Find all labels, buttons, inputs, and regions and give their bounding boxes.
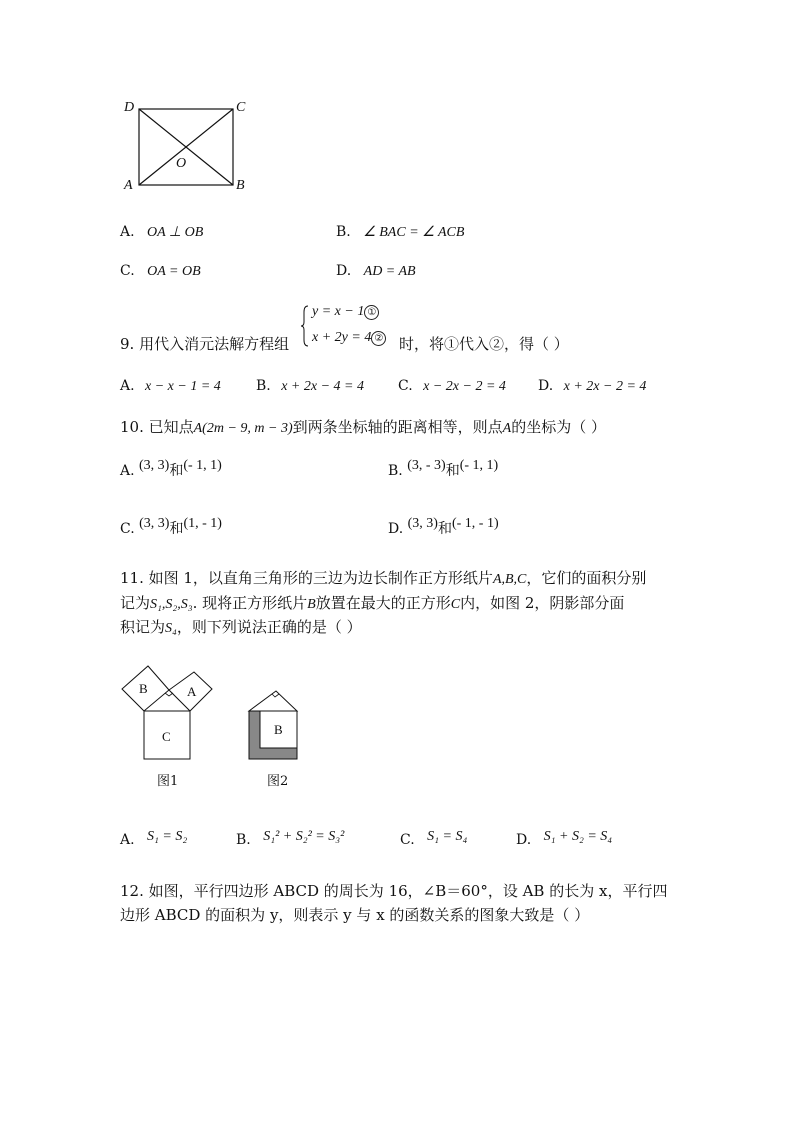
option-letter: C. [120,263,135,279]
option-letter: B. [256,378,271,394]
option-letter: A. [120,832,135,848]
q9-suffix: 时，将①代入②，得（ ） [399,335,569,353]
q9-equation-2: x + 2y = 4 ② [312,330,386,346]
option-expression: x + 2x − 2 = 4 [563,379,647,394]
option-expression: OA ⊥ OB [147,225,204,240]
option-letter: C. [400,832,415,848]
figure-1-squares [118,662,222,764]
brace-icon [300,304,310,348]
q9-option-a[interactable] [120,378,221,395]
option-expression: x − x − 1 = 4 [145,379,221,394]
option-expression: S₁ = S₂ [147,829,188,844]
option-expression: OA = OB [147,264,201,279]
q8-option-b[interactable] [336,224,464,241]
fig2-label-b: B [274,722,283,737]
option-expression: S₁ = S₄ [427,829,468,844]
q11-line-1: 11. 如图 1，以直角三角形的三边为边长制作正方形纸片A,B,C，它们的面积分别 [120,569,647,587]
q9-option-d[interactable] [538,378,646,395]
option-expression: S₁ + S₂ = S₄ [543,829,613,844]
q10-option-b[interactable]: B. (3, - 3)和(- 1, 1) [388,458,499,479]
q9-option-b[interactable] [256,378,364,395]
fig1-label-b: B [139,681,148,696]
q8-option-d[interactable] [336,263,416,280]
option-expression: x − 2x − 2 = 4 [423,379,506,394]
option-letter: D. [388,521,404,537]
q11-line-3: 积记为S₄，则下列说法正确的是（ ） [120,618,362,636]
q10-option-a[interactable]: A. (3, 3)和(- 1, 1) [120,458,222,479]
option-letter: D. [516,832,532,848]
vertex-label-a: A [124,178,133,193]
vertex-label-c: C [236,100,246,115]
rectangle-diagonals-figure [115,95,255,200]
q10-option-d[interactable]: D. (3, 3)和(- 1, - 1) [388,516,499,537]
circled-two: ② [371,331,386,346]
q8-option-a[interactable] [120,224,203,241]
q9-option-c[interactable] [398,378,506,395]
fig2-caption: 图2 [267,774,289,789]
q8-option-c[interactable] [120,263,201,280]
q11-option-c[interactable] [400,829,468,849]
q12-line-2: 边形 ABCD 的面积为 y，则表示 y 与 x 的函数关系的图象大致是（ ） [120,906,590,924]
option-letter: A. [120,378,135,394]
option-letter: A. [120,224,135,240]
q10-stem: 10. 已知点A(2m − 9, m − 3)到两条坐标轴的距离相等，则点A的坐标为（ ） [120,418,606,436]
option-expression: ∠ BAC = ∠ ACB [363,225,465,240]
vertex-label-b: B [236,178,245,193]
option-letter: C. [398,378,413,394]
option-expression: x + 2x − 4 = 4 [281,379,364,394]
q10-point: A(2m − 9, m − 3) [193,421,293,436]
q12-line-1: 12. 如图，平行四边形 ABCD 的周长为 16，∠B＝60°，设 AB 的长为 x，平行四 [120,882,668,900]
fig1-label-c: C [162,729,171,744]
q11-line-2: 记为S₁,S₂,S₃. 现将正方形纸片B放置在最大的正方形C内，如图 2，阴影部分面 [120,594,625,612]
option-letter: A. [120,463,135,479]
q9-prefix: 9. 用代入消元法解方程组 [120,335,290,353]
circled-one: ① [364,305,379,320]
option-expression: S₁² + S₂² = S₃² [263,829,345,844]
option-letter: B. [388,463,403,479]
q11-option-b[interactable] [236,829,345,849]
option-letter: B. [336,224,351,240]
q10-option-c[interactable]: C. (3, 3)和(1, - 1) [120,516,222,537]
q9-equation-1: y = x − 1 ① [312,304,379,320]
q11-option-d[interactable] [516,829,613,849]
center-label-o: O [176,156,187,171]
option-letter: B. [236,832,251,848]
vertex-label-d: D [124,100,135,115]
option-letter: D. [336,263,352,279]
option-letter: D. [538,378,554,394]
fig1-caption: 图1 [157,774,179,789]
option-letter: C. [120,521,135,537]
option-expression: AD = AB [363,264,416,279]
q11-option-a[interactable] [120,829,188,849]
fig1-label-a: A [187,684,197,699]
